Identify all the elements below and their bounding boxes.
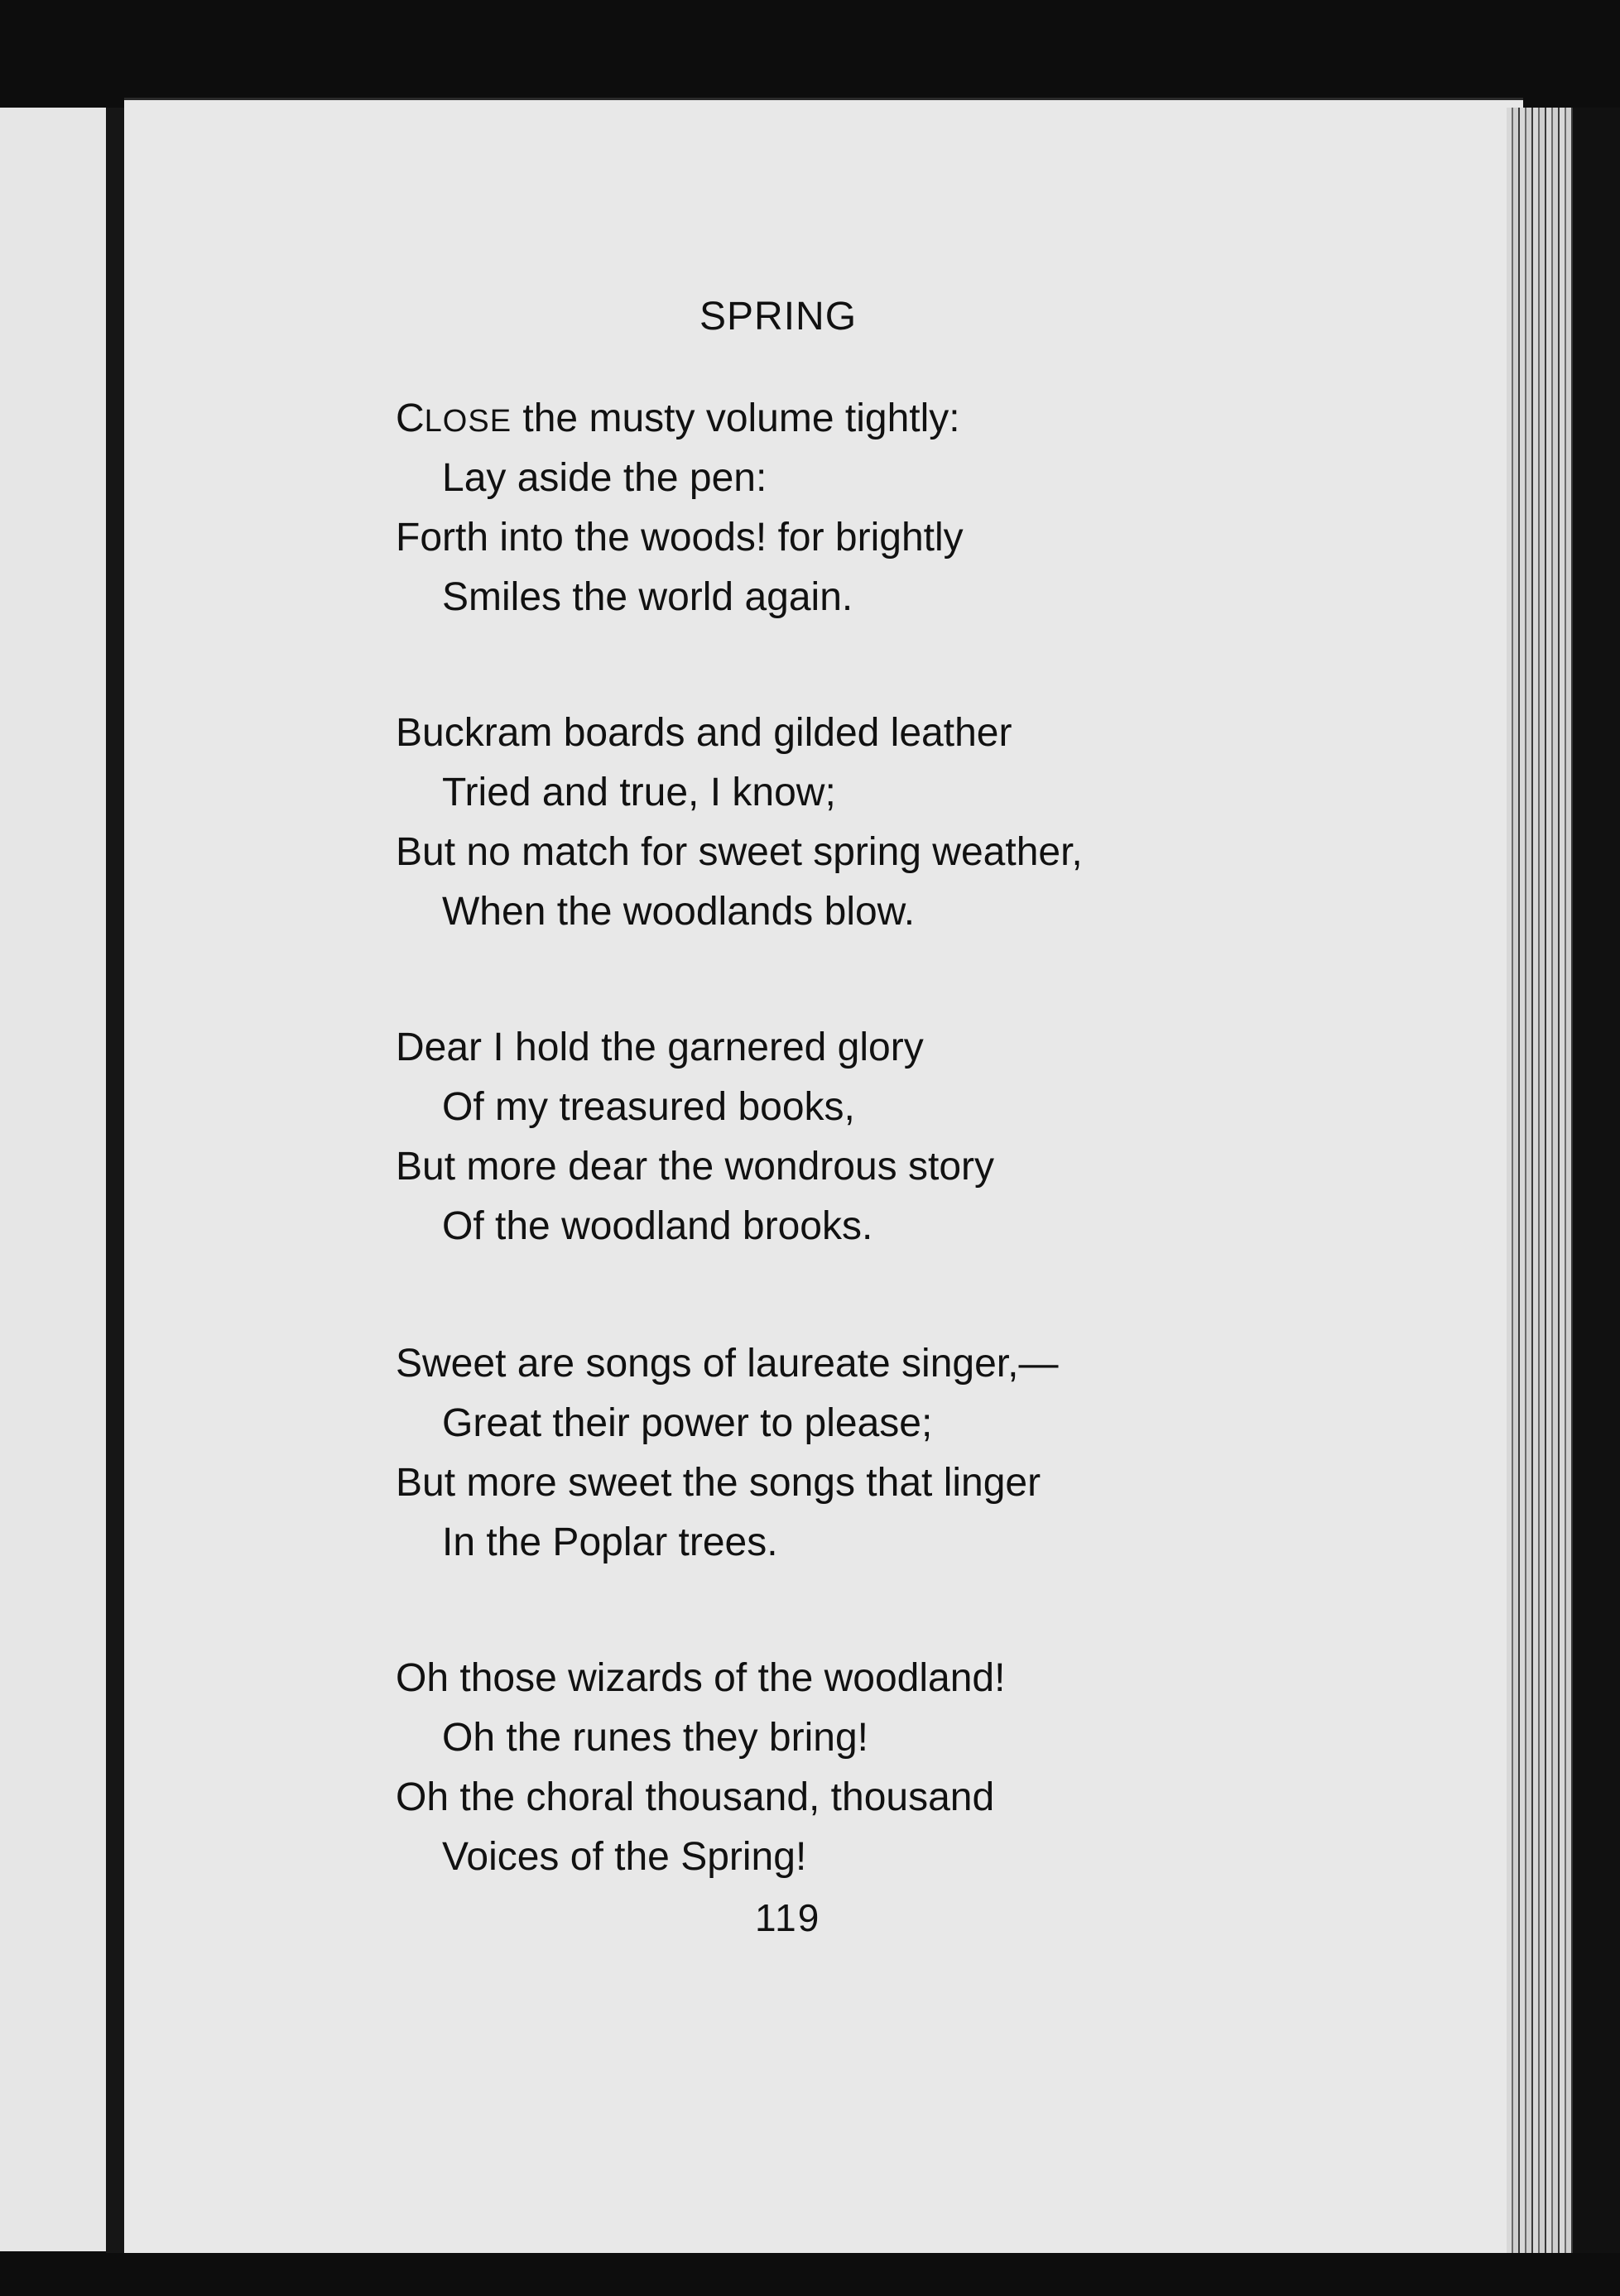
stanza-2 [396, 704, 1083, 942]
poem-line: Lay aside the pen: [442, 456, 767, 500]
stanza-5 [396, 1649, 1005, 1887]
poem-line: Forth into the woods! for brightly [396, 516, 964, 560]
page-number: 119 [755, 1896, 821, 1939]
page-stack-shadow [1573, 108, 1620, 2296]
previous-page-edge [0, 108, 106, 2251]
poem-line: Dear I hold the garnered glory [396, 1026, 924, 1069]
poem-line: But more dear the wondrous story [396, 1145, 995, 1189]
poem-line: Smiles the world again. [442, 575, 853, 619]
stanza-3 [396, 1018, 994, 1256]
line-text: the musty volume tightly: [512, 396, 960, 440]
poem-line: Oh those wizards of the woodland! [396, 1656, 1006, 1700]
poem-line: But no match for sweet spring weather, [396, 830, 1083, 874]
poem-line: Sweet are songs of laureate singer,— [396, 1342, 1059, 1386]
poem-line: Buckram boards and gilded leather [396, 711, 1012, 755]
stanza-4 [396, 1334, 1058, 1573]
poem-line: In the Poplar trees. [442, 1520, 778, 1564]
poem-line: Tried and true, I know; [442, 771, 836, 814]
poem-line: When the woodlands blow. [442, 890, 916, 934]
book-spine-gutter [106, 108, 124, 2260]
scan-bottom-border [0, 2253, 1620, 2296]
poem-line: But more sweet the songs that linger [396, 1461, 1041, 1505]
poem-line: Oh the runes they bring! [442, 1716, 868, 1760]
poem-line: Voices of the Spring! [442, 1835, 807, 1879]
poem-line [396, 389, 964, 449]
poem-line: Of my treasured books, [442, 1085, 855, 1129]
poem-line: Of the woodland brooks. [442, 1204, 873, 1248]
poem-title: SPRING [699, 295, 858, 339]
initial-capital: C [396, 396, 425, 440]
small-caps-word: LOSE [424, 404, 512, 439]
poem-line: Great their power to please; [442, 1401, 933, 1445]
stanza-1 [396, 389, 964, 627]
poem-line: Oh the choral thousand, thousand [396, 1775, 995, 1819]
